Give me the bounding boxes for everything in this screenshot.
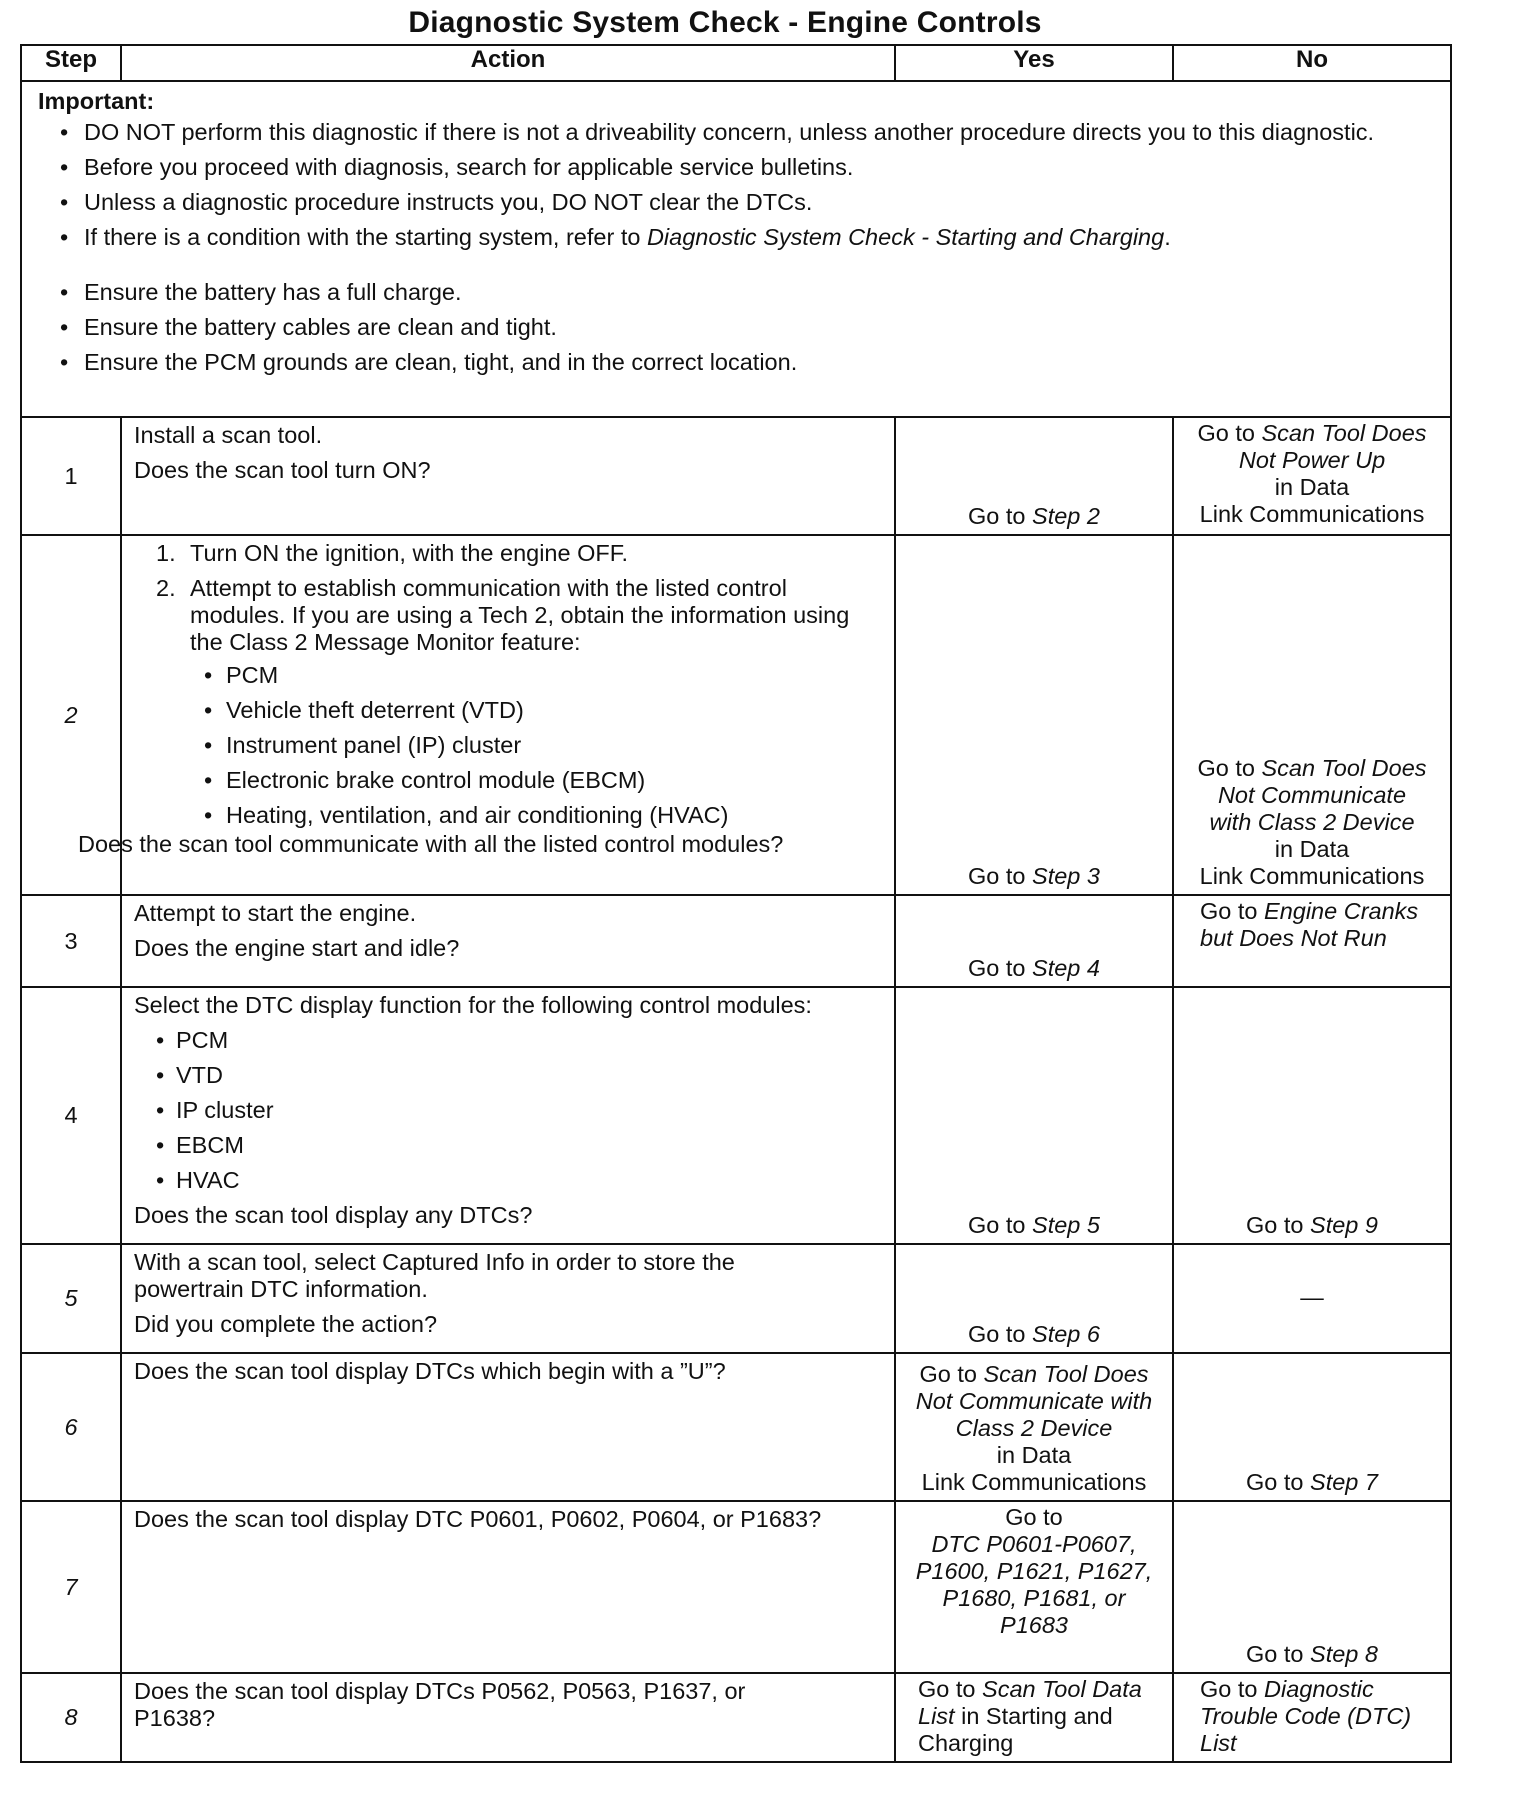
- action-question: Does the scan tool display any DTCs?: [134, 1202, 533, 1228]
- step-number: [21, 1501, 121, 1673]
- step-link[interactable]: Step 7: [1310, 1469, 1378, 1495]
- list-item: • Unless a diagnostic procedure instructs you, DO NOT clear the DTCs.: [38, 189, 1438, 216]
- list-number: 2.: [156, 575, 176, 601]
- procedure-link[interactable]: Not Communicate: [1217, 782, 1407, 808]
- list-item: [134, 540, 884, 567]
- list-number: 1.: [156, 540, 176, 566]
- go-to-text: Go to: [968, 503, 1026, 529]
- list-item: • Vehicle theft deterrent (VTD): [190, 697, 884, 724]
- procedure-link[interactable]: Scan Tool Does: [983, 1361, 1149, 1387]
- action-cell: [121, 895, 895, 987]
- header-action: Action: [121, 45, 895, 81]
- list-item: • Ensure the battery cables are clean and tight.: [38, 314, 1438, 341]
- go-to-text: Go to: [919, 1361, 977, 1387]
- go-to-text: Go to: [918, 1676, 976, 1702]
- step-number-text: 6: [64, 1413, 78, 1440]
- reference-period: .: [1164, 224, 1171, 250]
- step-number: [21, 1244, 121, 1353]
- action-cell: [121, 987, 895, 1244]
- header-step: Step: [21, 45, 121, 81]
- no-cell: [1173, 1353, 1451, 1501]
- action-question: Does the scan tool display DTC P0601, P0602, P0604, or P1683?: [134, 1506, 822, 1532]
- in-data-text: in Data: [1274, 474, 1350, 500]
- action-cell: [121, 1244, 895, 1353]
- list-item: • DO NOT perform this diagnostic if there is not a driveability concern, unless another procedure directs you to this diagnostic.: [38, 119, 1438, 146]
- diagnostic-table: [20, 44, 1452, 1763]
- procedure-link[interactable]: but Does Not Run: [1200, 925, 1387, 951]
- step-link[interactable]: Step 5: [1032, 1212, 1100, 1238]
- no-cell: [1173, 1673, 1451, 1762]
- procedure-link[interactable]: with Class 2 Device: [1209, 809, 1415, 835]
- list-item: • PCM: [190, 662, 884, 689]
- dtc-link[interactable]: P1683: [1000, 1612, 1068, 1638]
- table-row: [21, 895, 1451, 987]
- step-link[interactable]: Step 8: [1310, 1641, 1378, 1667]
- action-cell: [121, 417, 895, 535]
- yes-cell: [895, 895, 1173, 987]
- list-item: • Ensure the PCM grounds are clean, tight, and in the correct location.: [38, 349, 1438, 376]
- step-number-text: 8: [64, 1704, 78, 1730]
- list-item: [38, 224, 1438, 251]
- page-title: Diagnostic System Check - Engine Controls: [408, 6, 1042, 39]
- step-number: [21, 1353, 121, 1501]
- step-link[interactable]: Step 9: [1310, 1212, 1378, 1238]
- no-cell: [1173, 987, 1451, 1244]
- list-item: • Before you proceed with diagnosis, search for applicable service bulletins.: [38, 154, 1438, 181]
- step-number-text: 7: [64, 1573, 78, 1600]
- module-list: [134, 1027, 884, 1194]
- link-comm-text: Link Communications: [1199, 863, 1425, 889]
- step-link[interactable]: Step 6: [1032, 1321, 1100, 1347]
- in-data-text: in Data: [996, 1442, 1072, 1468]
- table-row: [21, 1244, 1451, 1353]
- action-question: Does the engine start and idle?: [134, 935, 460, 961]
- go-to-text: Go to: [1246, 1641, 1304, 1667]
- important-cell: [21, 81, 1451, 417]
- go-to-text: Go to: [1246, 1212, 1304, 1238]
- list-text: Attempt to establish communication with the listed control modules. If you are using a Tech 2, obtain the information using the Class 2 Message Monitor feature:: [190, 575, 850, 655]
- dtc-link[interactable]: P1600, P1621, P1627,: [915, 1558, 1153, 1584]
- step-link[interactable]: Step 2: [1032, 503, 1100, 529]
- yes-cell: [895, 987, 1173, 1244]
- module-list: [190, 662, 884, 829]
- important-text: If there is a condition with the starting system, refer to: [84, 224, 647, 250]
- link-comm-text: Link Communications: [921, 1469, 1147, 1495]
- step-number: [21, 1673, 121, 1762]
- action-cell: [121, 1673, 895, 1762]
- procedure-link[interactable]: Class 2 Device: [955, 1415, 1113, 1441]
- list-item: • EBCM: [134, 1132, 884, 1159]
- action-question: Did you complete the action?: [134, 1311, 438, 1337]
- go-to-text: Go to: [1246, 1469, 1304, 1495]
- list-item: [134, 575, 884, 829]
- in-data-text: in Data: [1274, 836, 1350, 862]
- action-cell: [78, 535, 895, 895]
- important-list: [38, 119, 1438, 376]
- list-item: • IP cluster: [134, 1097, 884, 1124]
- starting-charging-text: in Starting and: [954, 1703, 1113, 1729]
- list-item: • HVAC: [134, 1167, 884, 1194]
- table-row: [21, 987, 1451, 1244]
- no-cell: [1173, 417, 1451, 535]
- procedure-link[interactable]: Scan Tool Does: [1261, 420, 1427, 446]
- starting-charging-reference: Diagnostic System Check - Starting and Charging: [646, 224, 1165, 250]
- go-to-text: Go to: [1200, 898, 1258, 924]
- action-text: Install a scan tool.: [134, 422, 323, 448]
- no-cell: [1173, 1501, 1451, 1673]
- list-item: • Ensure the battery has a full charge.: [38, 279, 1438, 306]
- list-item: • VTD: [134, 1062, 884, 1089]
- action-question: Does the scan tool turn ON?: [134, 457, 431, 483]
- go-to-text: Go to: [1005, 1504, 1063, 1530]
- no-cell: [1173, 895, 1451, 987]
- list-text: Turn ON the ignition, with the engine OFF.: [190, 540, 629, 566]
- procedure-link[interactable]: Not Communicate with: [915, 1388, 1153, 1414]
- table-row: [21, 1673, 1451, 1762]
- list-item: • Electronic brake control module (EBCM): [190, 767, 884, 794]
- action-text: Attempt to start the engine.: [134, 900, 417, 926]
- header-no: No: [1173, 45, 1451, 81]
- yes-cell: [895, 535, 1173, 895]
- step-number-text: 4: [64, 1102, 78, 1128]
- no-cell: [1173, 1244, 1451, 1353]
- step-link[interactable]: Step 3: [1032, 863, 1100, 889]
- action-text: With a scan tool, select Captured Info in order to store the powertrain DTC information.: [134, 1249, 735, 1302]
- go-to-text: Go to: [1200, 1676, 1258, 1702]
- table-header-row: [21, 45, 1451, 81]
- procedure-link[interactable]: List: [918, 1703, 955, 1729]
- list-item: • Heating, ventilation, and air conditioning (HVAC): [190, 802, 884, 829]
- go-to-text: Go to: [1197, 755, 1255, 781]
- yes-cell: [895, 1353, 1173, 1501]
- step-number: [21, 987, 121, 1244]
- dtc-link[interactable]: P1680, P1681, or: [942, 1585, 1126, 1611]
- step-number: [21, 417, 121, 535]
- procedure-link[interactable]: Diagnostic: [1264, 1676, 1374, 1702]
- go-to-text: Go to: [968, 863, 1026, 889]
- link-comm-text: Link Communications: [1199, 501, 1425, 527]
- table-row: [21, 417, 1451, 535]
- action-list: [134, 540, 884, 829]
- action-cell: [121, 1353, 895, 1501]
- step-number-text: 3: [64, 927, 78, 954]
- list-item: • PCM: [134, 1027, 884, 1054]
- action-question: Does the scan tool communicate with all the listed control modules?: [78, 831, 784, 857]
- header-yes: Yes: [895, 45, 1173, 81]
- go-to-text: Go to: [1197, 420, 1255, 446]
- list-item: • Instrument panel (IP) cluster: [190, 732, 884, 759]
- procedure-link[interactable]: Scan Tool Does: [1261, 755, 1427, 781]
- go-to-text: Go to: [968, 1321, 1026, 1347]
- important-heading: Important:: [38, 88, 155, 114]
- procedure-link[interactable]: Trouble Code (DTC): [1200, 1703, 1412, 1729]
- table-row: [21, 1501, 1451, 1673]
- charging-text: Charging: [918, 1730, 1014, 1756]
- dash-text: —: [1300, 1284, 1324, 1310]
- step-number-text: 5: [64, 1285, 78, 1311]
- go-to-text: Go to: [968, 955, 1026, 981]
- step-number-text: 1: [64, 462, 78, 489]
- table-row: [21, 535, 1451, 895]
- yes-cell: [895, 1501, 1173, 1673]
- step-number-text: 2: [64, 701, 78, 728]
- procedure-link[interactable]: Scan Tool Data: [982, 1676, 1142, 1702]
- step-link[interactable]: Step 4: [1032, 955, 1100, 981]
- action-text: Select the DTC display function for the following control modules:: [134, 992, 812, 1018]
- action-cell: [121, 1501, 895, 1673]
- go-to-text: Go to: [968, 1212, 1026, 1238]
- procedure-link[interactable]: List: [1200, 1730, 1237, 1756]
- no-cell: [1173, 535, 1451, 895]
- action-question: Does the scan tool display DTCs which begin with a ”U”?: [134, 1358, 726, 1384]
- important-row: [21, 81, 1451, 417]
- table-row: [21, 1353, 1451, 1501]
- yes-cell: [895, 1244, 1173, 1353]
- action-question: Does the scan tool display DTCs P0562, P0563, P1637, or P1638?: [134, 1678, 746, 1731]
- procedure-link[interactable]: Not Power Up: [1238, 447, 1386, 473]
- yes-cell: [895, 417, 1173, 535]
- procedure-link[interactable]: Engine Cranks: [1264, 898, 1419, 924]
- step-number: [21, 895, 121, 987]
- yes-cell: [895, 1673, 1173, 1762]
- dtc-link[interactable]: DTC P0601-P0607,: [931, 1531, 1137, 1557]
